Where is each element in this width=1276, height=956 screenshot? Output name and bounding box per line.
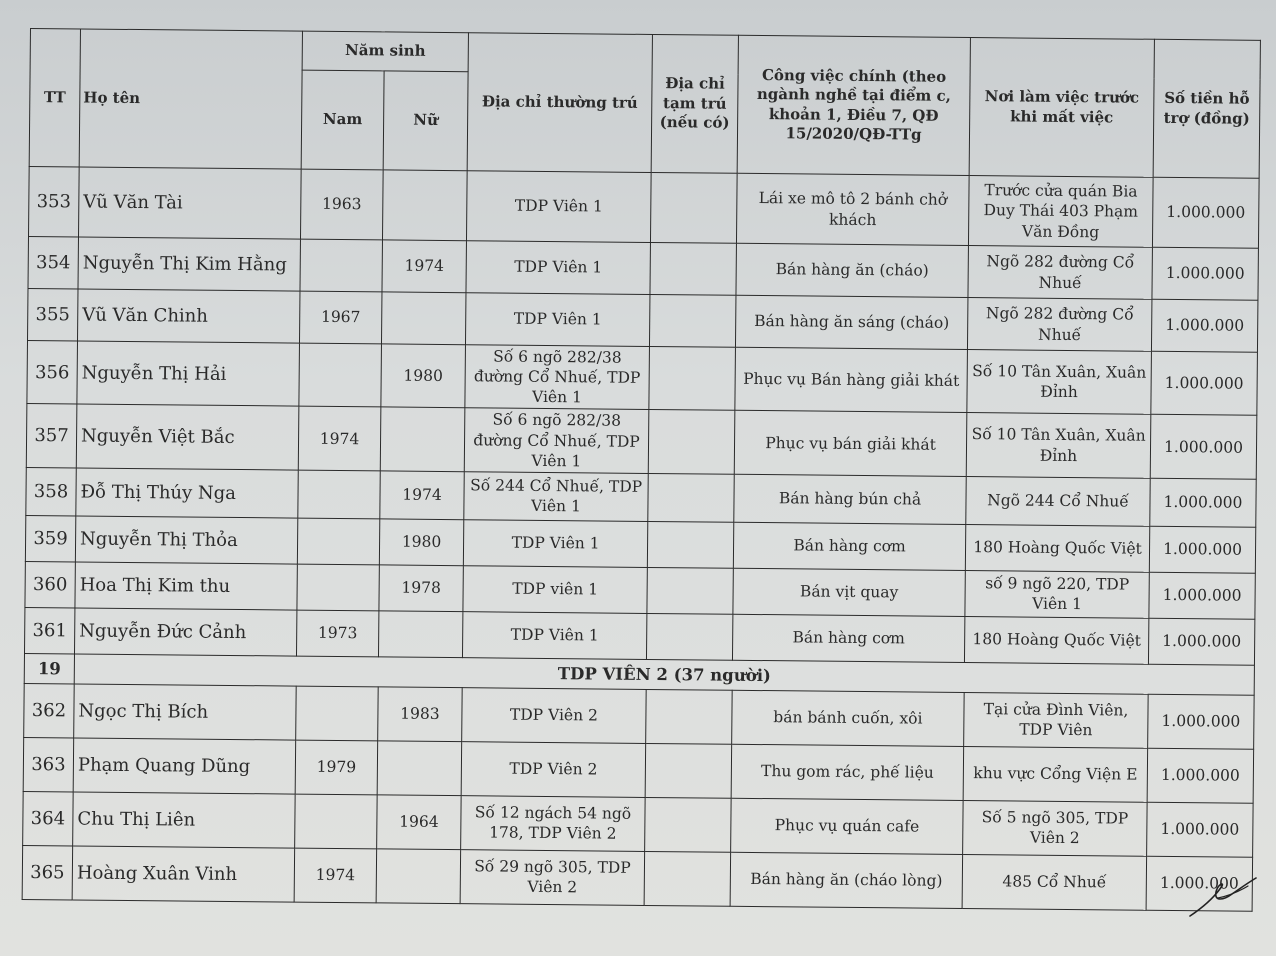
row-noi-lam-viec: Số 5 ngõ 305, TDP Viên 2 bbox=[963, 800, 1148, 856]
row-tt: 354 bbox=[28, 236, 78, 288]
row-dia-chi-tam-tru bbox=[647, 567, 733, 614]
row-dia-chi-tam-tru bbox=[646, 689, 733, 744]
row-dia-chi-tam-tru bbox=[644, 851, 731, 906]
row-cong-viec: Bán hàng bún chả bbox=[734, 474, 966, 524]
row-ho-ten: Nguyễn Thị Kim Hằng bbox=[78, 237, 300, 291]
row-so-tien: 1.000.000 bbox=[1149, 572, 1255, 619]
row-dia-chi-tam-tru bbox=[649, 294, 735, 347]
row-nu bbox=[380, 407, 465, 471]
row-ho-ten: Nguyễn Việt Bắc bbox=[76, 404, 299, 470]
row-cong-viec: Thu gom rác, phế liệu bbox=[731, 744, 964, 800]
row-nu: 1974 bbox=[382, 240, 467, 293]
row-ho-ten: Hoàng Xuân Vinh bbox=[72, 846, 295, 902]
row-tt: 353 bbox=[28, 166, 79, 236]
header-noi-lam-viec: Nơi làm việc trước khi mất việc bbox=[969, 38, 1154, 178]
group-number: 19 bbox=[24, 653, 74, 683]
row-nam: 1963 bbox=[300, 169, 383, 240]
row-cong-viec: Phục vụ quán cafe bbox=[731, 798, 964, 854]
row-dia-chi-thuong-tru: TDP Viên 1 bbox=[466, 241, 650, 295]
row-dia-chi-thuong-tru: TDP viên 1 bbox=[463, 566, 647, 614]
row-noi-lam-viec: Ngõ 244 Cổ Nhuế bbox=[966, 476, 1150, 526]
row-nam: 1974 bbox=[298, 407, 381, 471]
row-ho-ten: Hoa Thị Kim thu bbox=[75, 562, 297, 610]
row-dia-chi-tam-tru bbox=[649, 346, 736, 410]
header-nam-sinh: Năm sinh bbox=[302, 31, 468, 72]
row-tt: 359 bbox=[25, 515, 75, 561]
table-row bbox=[27, 340, 1258, 415]
row-tt: 357 bbox=[26, 404, 77, 468]
header-dia-chi-tam-tru: Địa chỉ tạm trú (nếu có) bbox=[651, 34, 738, 173]
table-row bbox=[22, 845, 1252, 911]
row-tt: 364 bbox=[23, 791, 74, 845]
row-so-tien: 1.000.000 bbox=[1146, 856, 1253, 911]
row-so-tien: 1.000.000 bbox=[1148, 618, 1254, 665]
row-nu: 1980 bbox=[381, 344, 466, 408]
row-nam bbox=[298, 470, 380, 519]
row-dia-chi-tam-tru bbox=[646, 613, 732, 660]
row-nu: 1983 bbox=[378, 687, 463, 742]
row-dia-chi-thuong-tru: Số 6 ngõ 282/38 đường Cổ Nhuế, TDP Viên 1 bbox=[464, 408, 649, 473]
row-dia-chi-tam-tru bbox=[648, 410, 735, 474]
row-dia-chi-tam-tru bbox=[650, 242, 736, 295]
row-noi-lam-viec: khu vực Cổng Viện E bbox=[963, 746, 1148, 802]
row-noi-lam-viec: 180 Hoàng Quốc Việt bbox=[964, 616, 1148, 664]
row-nam: 1967 bbox=[299, 291, 381, 344]
row-so-tien: 1.000.000 bbox=[1151, 299, 1257, 352]
row-ho-ten: Đỗ Thị Thúy Nga bbox=[76, 468, 298, 518]
row-tt: 358 bbox=[26, 467, 76, 515]
row-noi-lam-viec: 485 Cổ Nhuế bbox=[962, 854, 1147, 910]
row-nu bbox=[381, 292, 466, 345]
row-so-tien: 1.000.000 bbox=[1152, 247, 1258, 300]
row-nam: 1974 bbox=[294, 848, 377, 903]
row-noi-lam-viec: Ngõ 282 đường Cổ Nhuế bbox=[967, 298, 1151, 352]
row-dia-chi-tam-tru bbox=[650, 172, 737, 243]
table-body-group-18 bbox=[24, 166, 1259, 665]
row-noi-lam-viec: Ngõ 282 đường Cổ Nhuế bbox=[968, 246, 1152, 300]
row-dia-chi-thuong-tru: TDP Viên 2 bbox=[462, 688, 647, 744]
row-noi-lam-viec: Tại cửa Đình Viên, TDP Viên bbox=[964, 692, 1149, 748]
row-so-tien: 1.000.000 bbox=[1149, 526, 1255, 573]
row-nam bbox=[297, 564, 379, 611]
row-dia-chi-thuong-tru: Số 12 ngách 54 ngõ 178, TDP Viên 2 bbox=[461, 796, 646, 852]
row-nam bbox=[300, 239, 382, 292]
row-cong-viec: Bán hàng cơm bbox=[733, 522, 965, 570]
header-nu: Nữ bbox=[383, 71, 468, 171]
row-nam bbox=[297, 518, 379, 565]
row-ho-ten: Phạm Quang Dũng bbox=[73, 738, 296, 794]
row-dia-chi-thuong-tru: Số 6 ngõ 282/38 đường Cổ Nhuế, TDP Viên 1 bbox=[465, 345, 650, 410]
row-nu: 1980 bbox=[379, 519, 463, 566]
row-cong-viec: Bán hàng cơm bbox=[732, 614, 964, 662]
row-cong-viec: bán bánh cuốn, xôi bbox=[732, 690, 965, 746]
row-ho-ten: Nguyễn Thị Thỏa bbox=[75, 516, 297, 564]
row-nam bbox=[296, 686, 379, 741]
row-nam: 1979 bbox=[295, 740, 378, 795]
row-nam bbox=[295, 794, 378, 849]
row-tt: 356 bbox=[27, 340, 78, 404]
header-row-1 bbox=[30, 29, 1260, 80]
row-cong-viec: Lái xe mô tô 2 bánh chở khách bbox=[736, 173, 969, 245]
row-nu bbox=[377, 741, 462, 796]
row-so-tien: 1.000.000 bbox=[1147, 802, 1254, 857]
row-dia-chi-thuong-tru: TDP Viên 1 bbox=[466, 171, 651, 243]
header-tt: TT bbox=[29, 29, 80, 167]
document-sheet bbox=[22, 28, 1260, 912]
row-tt: 362 bbox=[24, 683, 75, 737]
header-dia-chi-thuong-tru: Địa chỉ thường trú bbox=[467, 33, 652, 173]
row-so-tien: 1.000.000 bbox=[1151, 351, 1258, 415]
row-nu: 1964 bbox=[377, 795, 462, 850]
row-nu bbox=[382, 170, 467, 241]
row-ho-ten: Vũ Văn Chinh bbox=[77, 289, 299, 343]
row-tt: 361 bbox=[24, 607, 74, 653]
row-noi-lam-viec: 180 Hoàng Quốc Việt bbox=[965, 524, 1149, 572]
row-nu: 1974 bbox=[380, 471, 464, 520]
row-nam: 1973 bbox=[296, 610, 378, 657]
row-so-tien: 1.000.000 bbox=[1152, 177, 1259, 248]
row-dia-chi-thuong-tru: TDP Viên 1 bbox=[462, 612, 646, 660]
row-noi-lam-viec: Số 10 Tân Xuân, Xuân Đỉnh bbox=[966, 413, 1151, 478]
support-list-table bbox=[22, 28, 1261, 912]
group-title: TDP VIÊN 2 (37 người) bbox=[74, 654, 1254, 695]
row-noi-lam-viec: số 9 ngõ 220, TDP Viên 1 bbox=[965, 570, 1149, 618]
row-ho-ten: Chu Thị Liên bbox=[73, 792, 296, 848]
row-dia-chi-tam-tru bbox=[645, 743, 732, 798]
row-dia-chi-thuong-tru: Số 29 ngõ 305, TDP Viên 2 bbox=[460, 850, 645, 906]
row-cong-viec: Phục vụ bán giải khát bbox=[734, 411, 967, 477]
row-ho-ten: Nguyễn Thị Hải bbox=[77, 341, 300, 407]
row-noi-lam-viec: Trước cửa quán Bia Duy Thái 403 Phạm Văn Đồng bbox=[968, 176, 1153, 248]
row-ho-ten: Ngọc Thị Bích bbox=[74, 684, 297, 740]
row-dia-chi-thuong-tru: TDP Viên 1 bbox=[465, 293, 649, 347]
row-dia-chi-tam-tru bbox=[645, 797, 732, 852]
table-body-group-19 bbox=[22, 683, 1254, 911]
row-tt: 365 bbox=[22, 845, 73, 899]
row-so-tien: 1.000.000 bbox=[1150, 478, 1256, 527]
row-nu: 1978 bbox=[379, 565, 463, 612]
row-nu bbox=[378, 611, 462, 658]
row-dia-chi-thuong-tru: TDP Viên 2 bbox=[461, 742, 646, 798]
row-dia-chi-tam-tru bbox=[647, 521, 733, 568]
header-nam: Nam bbox=[301, 70, 384, 170]
row-so-tien: 1.000.000 bbox=[1148, 694, 1255, 749]
row-so-tien: 1.000.000 bbox=[1147, 748, 1254, 803]
header-ho-ten: Họ tên bbox=[79, 29, 302, 169]
row-dia-chi-thuong-tru: TDP Viên 1 bbox=[463, 520, 647, 568]
row-tt: 355 bbox=[28, 288, 78, 340]
row-cong-viec: Bán hàng ăn sáng (cháo) bbox=[735, 295, 967, 349]
table-row bbox=[26, 404, 1257, 479]
row-tt: 360 bbox=[25, 561, 75, 607]
row-nam bbox=[299, 343, 382, 407]
row-dia-chi-tam-tru bbox=[648, 473, 734, 522]
table-row bbox=[28, 166, 1259, 248]
row-cong-viec: Bán hàng ăn (cháo lòng) bbox=[730, 852, 963, 908]
row-nu bbox=[376, 849, 461, 904]
row-so-tien: 1.000.000 bbox=[1150, 415, 1257, 479]
row-cong-viec: Bán hàng ăn (cháo) bbox=[736, 243, 968, 297]
row-ho-ten: Vũ Văn Tài bbox=[78, 167, 301, 239]
row-noi-lam-viec: Số 10 Tân Xuân, Xuân Đỉnh bbox=[967, 350, 1152, 415]
row-tt: 363 bbox=[23, 737, 74, 791]
header-cong-viec: Công việc chính (theo ngành nghề tại điểm c, khoản 1, Điều 7, QĐ 15/2020/QĐ-TTg bbox=[737, 35, 970, 175]
signature-mark bbox=[1188, 872, 1258, 922]
header-so-tien: Số tiền hỗ trợ (đồng) bbox=[1153, 39, 1260, 178]
row-ho-ten: Nguyễn Đức Cảnh bbox=[74, 608, 296, 656]
row-cong-viec: Bán vịt quay bbox=[733, 568, 965, 616]
row-cong-viec: Phục vụ Bán hàng giải khát bbox=[735, 347, 968, 413]
row-dia-chi-thuong-tru: Số 244 Cổ Nhuế, TDP Viên 1 bbox=[464, 472, 648, 522]
